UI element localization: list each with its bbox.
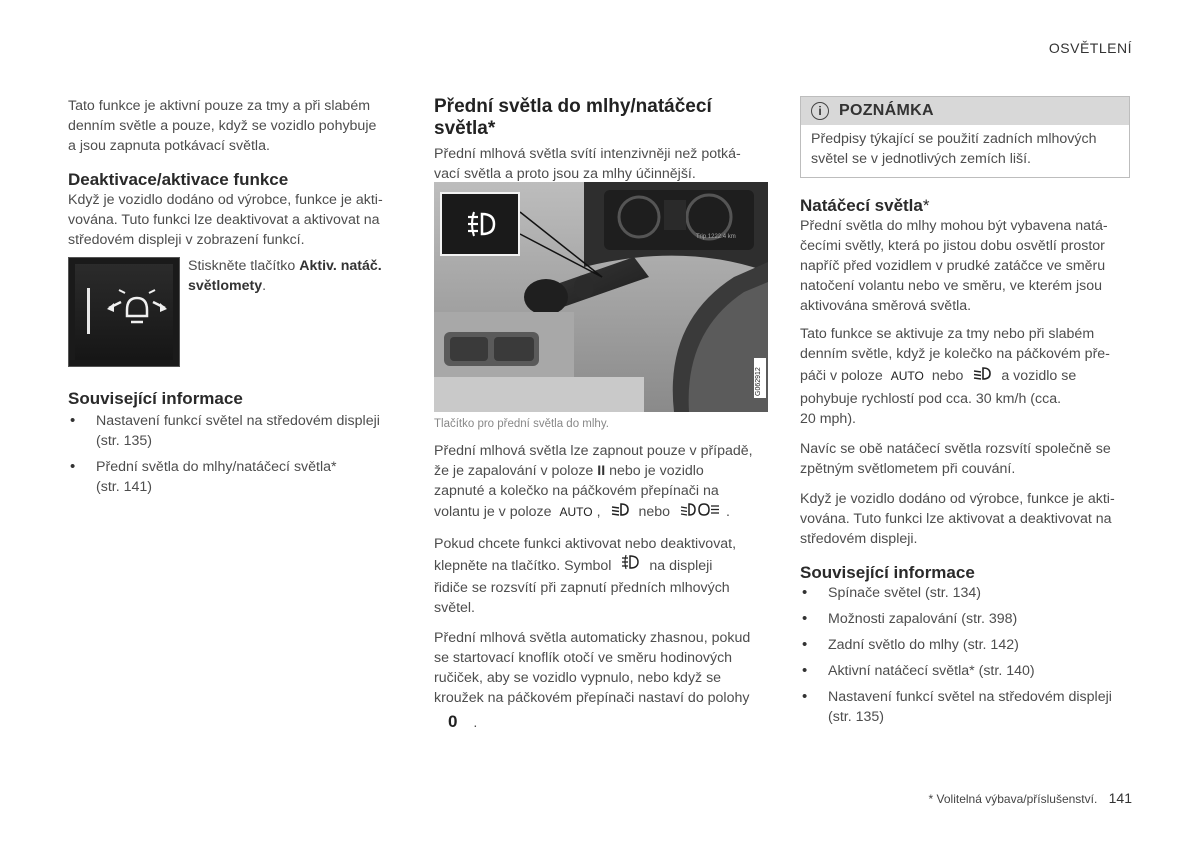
col2-body [434,441,774,733]
low-beam-parking-icon [674,502,726,524]
press-end: . [262,278,267,294]
note-header [801,97,1129,125]
body-line: Přední mlhová světla lze zapnout pouze v případě, [434,443,753,459]
body-line: Přední světla do mlhy mohou být vybavena natá- [800,218,1108,234]
intro-line: denním světle a pouze, když se vozidlo pohybuje [68,118,377,134]
cornering-heading: Natáčecí světla [800,196,923,215]
body-text: nebo [638,504,671,520]
body-text: a vozidlo se [1001,368,1077,384]
note-line: Předpisy týkající se použití zadních mlhových [811,131,1097,147]
body-line: řidiče se rozsvítí při zapnutí předních mlhových [434,580,730,596]
deactivation-line: Když je vozidlo dodáno od výrobce, funkce je akti- [68,192,383,208]
cornering-lights-button-image [68,257,180,367]
optional-star: * [922,196,930,215]
info-icon: i [811,102,829,120]
image-code: G062912 [755,367,762,396]
section-heading: Přední světla do mlhy/natáčecí [434,96,712,117]
active-indicator-bar [87,288,90,334]
related-link-line: Spínače světel (str. 134) [828,585,981,601]
body-line: ručiček, aby se vozidlo vypnulo, nebo když se [434,670,722,686]
intro-line: a jsou zapnuta potkávací světla. [68,138,270,154]
related-link-line: (str. 141) [96,479,152,495]
button-name-part-2: světlomety [188,278,263,294]
low-beam-icon [605,502,635,524]
dash-trip-text: Trip 1222.4 km [696,234,736,240]
body-line: se startovací knoflík otočí ve směru hodinových [434,650,733,666]
body-line: čecími světly, která po jistou dobu osvětlí prostor [800,238,1105,254]
body-line: Když je vozidlo dodáno od výrobce, funkce je akti- [800,491,1115,507]
body-text: že je zapalování v poloze [434,463,594,479]
footer-note: * Volitelná výbava/příslušenství. [928,792,1098,806]
fog-light-icon [464,208,500,240]
body-line: 20 mph). [800,411,856,427]
related-heading: Související informace [68,389,243,408]
related-link[interactable] [68,411,403,451]
related-link-line: Aktivní natáčecí světla* (str. 140) [828,663,1035,679]
low-beam-icon [967,365,997,389]
body-text: nebo [931,368,964,384]
body-line: Tato funkce se aktivuje za tmy nebo při slabém [800,326,1095,342]
intro-line: Tato funkce je aktivní pouze za tmy a při slabém [68,98,371,114]
note-title: POZNÁMKA [839,102,934,119]
body-line: vována. Tuto funkci lze aktivovat a deaktivovat na [800,511,1112,527]
section-title: OSVĚTLENÍ [1048,40,1132,56]
related-link[interactable] [800,583,1135,603]
related-link-line: Nastavení funkcí světel na středovém displeji [828,689,1112,705]
body-line: napříč před vozidlem v prudké zatáčce ve směru [800,258,1106,274]
related-link-line: (str. 135) [828,709,884,725]
body-line: zapnuté a kolečko na páčkovém přepínači na [434,483,719,499]
section-heading: světla* [434,118,496,139]
body-line: středovém displeji. [800,531,918,547]
related-heading: Související informace [800,563,975,582]
body-text: . [473,715,478,731]
ignition-position: II [597,463,606,479]
intro-line: vací světla a proto jsou za mlhy účinnější. [434,166,696,182]
related-link-line: Možnosti zapalování (str. 398) [828,611,1018,627]
body-line: denním světle, když je kolečko na páčkovém pře- [800,346,1110,362]
body-line: Přední mlhová světla automaticky zhasnou, pokud [434,630,751,646]
body-line: světel. [434,600,476,616]
auto-symbol: AUTO [890,369,924,383]
body-line: Pokud chcete funkci aktivovat nebo deaktivovat, [434,536,737,552]
column-1 [68,96,403,250]
related-link[interactable] [800,609,1135,629]
body-line: pohybuje rychlostí pod cca. 30 km/h (cca. [800,391,1062,407]
body-text: . [725,504,730,520]
image-code-box [754,358,766,398]
body-line: natočení volantu nebo ve směru, ve kterém jsou [800,278,1103,294]
related-link-line: (str. 135) [96,433,152,449]
note-box [800,96,1130,178]
related-link[interactable] [68,457,403,497]
related-link-line: Zadní světlo do mlhy (str. 142) [828,637,1019,653]
column-2 [434,96,769,184]
body-line: kroužek na páčkovém přepínači nastaví do polohy [434,690,750,706]
press-text: Stiskněte tlačítko [188,258,296,274]
auto-symbol: AUTO [559,505,593,519]
note-line: světel se v jednotlivých zemích liší. [811,151,1031,167]
cornering-light-icon [105,288,169,334]
position-zero-symbol: 0 [448,712,458,731]
body-text: klepněte na tlačítko. Symbol [434,558,612,574]
intro-line: Přední mlhová světla svítí intenzivněji než potká- [434,146,741,162]
deactivation-line: vována. Tuto funkci lze deaktivovat a aktivovat na [68,212,380,228]
body-text: páči v poloze [800,368,883,384]
body-line: aktivována směrová světla. [800,298,972,314]
deactivation-heading: Deaktivace/aktivace funkce [68,170,289,189]
deactivation-line: středovém displeji v zobrazení funkcí. [68,232,305,248]
body-text: , [596,504,601,520]
image-caption: Tlačítko pro přední světla do mlhy. [434,418,609,430]
related-link[interactable] [800,687,1135,727]
related-link-line: Nastavení funkcí světel na středovém displeji [96,413,380,429]
body-line: Navíc se obě natáčecí světla rozsvítí společně se [800,441,1111,457]
body-line: zpětným světlometem při couvání. [800,461,1016,477]
related-link[interactable] [800,635,1135,655]
column-3 [800,196,1135,733]
body-text: nebo je vozidlo [609,463,704,479]
fog-light-button-photo [434,182,768,412]
page-number: 141 [1108,790,1132,806]
fog-light-button-callout [440,192,520,256]
press-instruction [188,256,403,296]
col1-related [68,389,403,503]
related-link-line: Přední světla do mlhy/natáčecí světla* [96,459,337,475]
related-link[interactable] [800,661,1135,681]
button-name-part-1: Aktiv. natáč. [299,258,382,274]
page-footer [929,790,1132,806]
body-text: volantu je v poloze [434,504,552,520]
fog-light-icon [615,554,645,578]
body-text: na displeji [649,558,713,574]
